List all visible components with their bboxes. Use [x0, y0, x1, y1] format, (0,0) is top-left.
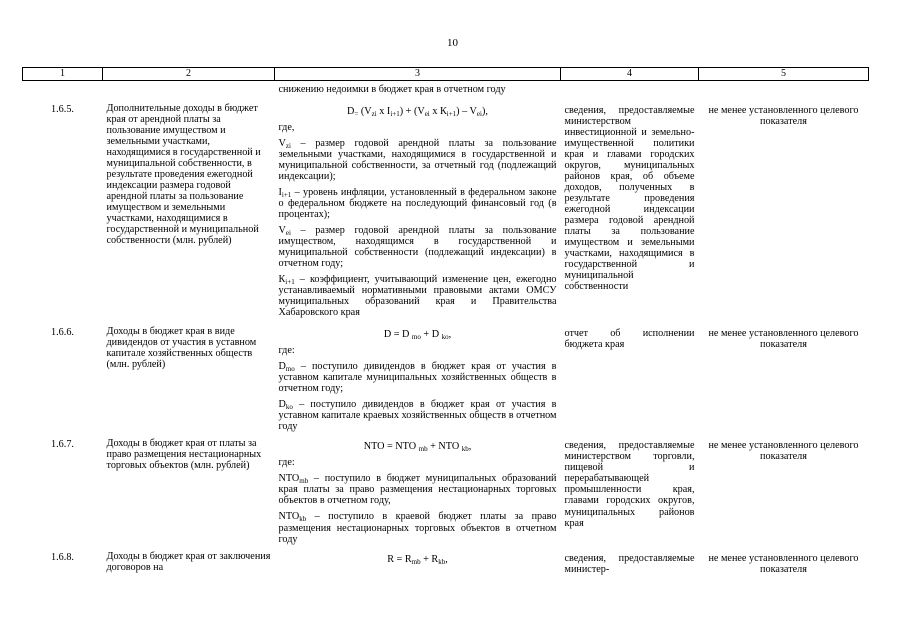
table-row [23, 438, 869, 550]
variable-definition: $NTO_{mb}$ – поступило в бюджет муниципальных образований края платы за право размещения нестационарных торговых объектов в отчетном году, [278, 473, 557, 507]
data-source: сведения, предоставляемые министерством инвестиционной и земельно-имущественной политики края и главами городских округов, муниципальных районов края, об объеме доходов, полученных в результате проведения ежегодной индексации размера годовой арендной платы за пользование имуществом и земельными участками, находящимися в государственной и муниципальной собственности [564, 105, 695, 293]
where-label: где: [278, 345, 295, 357]
indicator-name: Доходы в бюджет края от заключения договоров на [106, 550, 271, 573]
row-number: 1.6.7. [51, 439, 74, 451]
formula: NTO = NTO $_{mb}$ + NTO $_{kb}$, [363, 441, 472, 454]
indicator-name: Доходы в бюджет края от платы за право размещения нестационарных торговых объектов (млн. рублей) [106, 438, 262, 472]
variable-definition: $D_{ko}$ – поступило дивидендов в бюджет края от участия в уставном капитале краевых хозяйственных обществ в отчетном году [278, 399, 557, 433]
data-source: сведения, предоставляемые министер- [564, 552, 695, 575]
formula: $R = R_{mb} + R_{kb}$, [387, 553, 448, 566]
table-row [23, 551, 869, 575]
column-header: 1 [23, 68, 103, 81]
calculation-method [275, 438, 561, 550]
variable-definition: $V_{zi}$ – размер годовой арендной платы за пользование земельными участками, находящимися в государственной и муниципальной собственности, за отчетный год (подлежащий индексации); [278, 138, 557, 183]
column-header: 5 [699, 68, 869, 81]
indicator-name: Дополнительные доходы в бюджет края от арендной платы за пользование имуществом и земельными участками, находящимися в государственной и муниципальной собственности, в результате проведения ежегодной индексации размера годовой арендной платы за пользование имуществом и земельными участками, находящимися в государственной и муниципальной собственности (млн. рублей) [106, 103, 261, 247]
calculation-method [275, 326, 561, 438]
data-source: сведения, предоставляемые министерством торговли, пищевой и перерабатывающей промышленности края, главами городских округов, муниципальных районов края [564, 440, 695, 529]
target-value: не менее установленного целевого показателя [708, 440, 859, 463]
carryover-row [23, 81, 869, 104]
column-header: 2 [103, 68, 275, 81]
calculation-method [275, 551, 561, 575]
table-row [23, 326, 869, 438]
table-row [23, 103, 869, 326]
formula: D = D $_{mo}$ + D $_{ko}$, [383, 329, 452, 342]
column-header: 3 [275, 68, 561, 81]
page-number: 10 [447, 37, 458, 49]
target-value: не менее установленного целевого показателя [708, 105, 859, 128]
calculation-method [275, 103, 561, 326]
target-value: не менее установленного целевого показателя [708, 328, 859, 351]
formula: $D_=$ ($V_{zi}$ x $I_{i+1}) + (V_{ei}$ x $К_{i+1}) - V_{ei}$), [347, 106, 488, 119]
variable-definition: $I_{i+1}$ – уровень инфляции, установленный в федеральном законе о федеральном бюджете на последующий финансовый год (в процентах); [278, 187, 557, 221]
indicator-name: Доходы в бюджет края в виде дивидендов от участия в уставном капитале хозяйственных обществ (млн. рублей) [106, 326, 257, 371]
variable-definition: $D_{mo}$ – поступило дивидендов в бюджет края от участия в уставном капитале муниципальных хозяйственных обществ в отчетном году; [278, 361, 557, 395]
indicators-table [22, 67, 869, 575]
carryover-text: снижению недоимки в бюджет края в отчетном году [278, 84, 506, 95]
where-label: где, [278, 122, 295, 134]
where-label: где: [278, 457, 295, 469]
variable-definition: $V_{ei}$ – размер годовой арендной платы за пользование имуществом, находящимся в государственной и муниципальной собственности (подлежащий индексации) в отчетном году; [278, 225, 557, 270]
column-header: 4 [561, 68, 699, 81]
data-source: отчет об исполнении бюджета края [564, 328, 695, 351]
target-value: не менее установленного целевого показателя [708, 552, 859, 575]
variable-definition: $NTO_{kb}$ – поступило в краевой бюджет платы за право размещения нестационарных торговых объектов в отчетном году [278, 511, 557, 545]
row-number: 1.6.5. [51, 104, 74, 116]
row-number: 1.6.8. [51, 551, 74, 563]
row-number: 1.6.6. [51, 327, 74, 339]
column-numbers-row [23, 68, 869, 81]
variable-definition: $К_{i+1}$ – коэффициент, учитывающий изменение цен, ежегодно устанавливаемый нормативными правовыми актами ОМСУ муниципальных образований края и Правительства Хабаровского края [278, 274, 557, 319]
